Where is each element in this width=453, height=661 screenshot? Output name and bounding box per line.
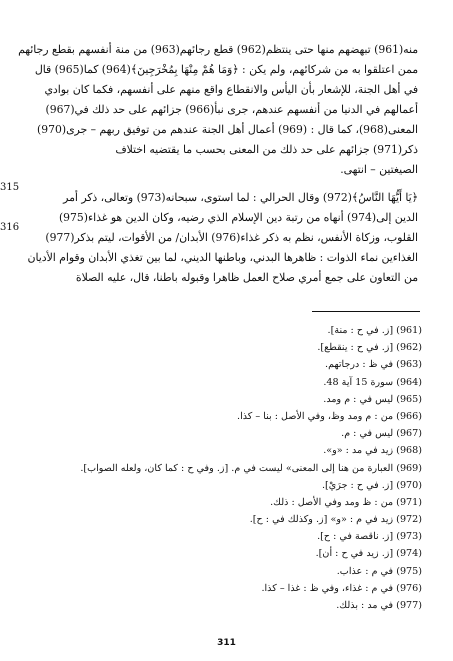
footnote: (970) [ز. في ح : جرَيْ]. (321, 479, 422, 491)
footnote: (972) زيد في م : «و» [ز. وكذلك في : ح]. (249, 514, 422, 526)
body-line: المعنى(968)، كما قال : (969) أعمال أهل الجنة عندهم من توفيق ربهم – جرى(970) (37, 123, 418, 136)
body-line: في أهل الجنة، للإشعار بأن اليأس والانقطاع واقع منهم على أنفسهم، فكما كان بوادي (44, 83, 418, 96)
body-line: ممن اعتلقوا به من شركائهم، ولم يكن : ﴿وَمَا هُمْ مِنْهَا بِمُخْرَجِينَ﴾(964) كما(965) قال (34, 63, 418, 76)
page-number: 311 (217, 638, 236, 648)
footnote-separator (312, 311, 420, 312)
footnote: (965) ليس في : م ومد. (323, 393, 422, 405)
paragraph-gap (36, 180, 418, 188)
margin-page-ref: 316 (0, 222, 20, 233)
footnote: (974) [ز. زيد في ح : أن]. (315, 548, 422, 560)
footnote: (973) [ز. ناقصة في : ح]. (317, 531, 422, 543)
body-line: الدين إلى(974) أنهاه من رتبة دين الإسلام الذي رضيه، وكان الدين هو غذاء(975) (58, 211, 418, 224)
body-line: أعمالهم في الدنيا من أنفسهم عندهم، جرى نبأ(966) جزائهم على حد ذلك في(967) (45, 103, 418, 116)
footnote: (977) في مد : بذلك. (336, 600, 422, 611)
body-line: الغذاءين نماء الذوات : ظاهرها البدني، وباطنها الديني، لما بين تغذي الأبدان وقوام الأديان (27, 251, 418, 264)
footnote: (976) في م : غذاء، وفي ظ : غذا – كذا. (261, 582, 422, 594)
footnote: (975) في م : عذاب. (336, 565, 422, 577)
footnote: (968) زيد في مد : «و». (323, 445, 422, 457)
footnote: (961) [ز. في ح : منة]. (327, 325, 422, 336)
body-line: الصيغتين – انتهى. (340, 163, 418, 176)
body-line: من التعاون على جمع أمري صلاح العمل ظاهرا وقبوله باطنا، قال، عليه الصلاة (75, 271, 418, 284)
footnote: (969) العبارة من هنا إلى المعنى» ليست في م. [ز. وفي ح : كما كان، ولعله الصواب]. (80, 462, 422, 474)
footnote: (966) من : م ومد وظ، وفي الأصل : بنا – كذا. (237, 410, 422, 422)
body-line: ذكر(971) جزائهم على حد ذلك من المعنى بحسب ما يقتضيه اختلاف (115, 143, 418, 156)
footnotes (40, 322, 422, 614)
footnote: (963) في ظ : درجاتهم. (325, 359, 422, 371)
main-text (18, 40, 418, 288)
margin-page-ref: 315 (0, 182, 20, 193)
body-line: القلوب، وزكاة الأنفس، نظم به ذكر غذاء(976) الأبدان/ من الأقوات، ليتم بذكر(977) (45, 231, 418, 244)
body-line: ﴿يَا أَيُّهَا النَّاسُ﴾(972) وقال الحرالي : لما استوى، سبحانه(973) وتعالى، ذكر أمر (63, 191, 418, 204)
footnote: (971) من : ظ ومد وفي الأصل : ذلك. (270, 496, 422, 508)
footnote: (962) [ز. في ح : ينقطع]. (317, 342, 422, 354)
footnote: (964) سورة 15 آية 48. (323, 376, 422, 388)
body-line: منه(961) تبهضهم منها حتى ينتظم(962) قطع رجائهم(963) من منة أنفسهم بقطع رجائهم (18, 43, 418, 56)
footnote: (967) ليس في : م. (341, 428, 422, 440)
